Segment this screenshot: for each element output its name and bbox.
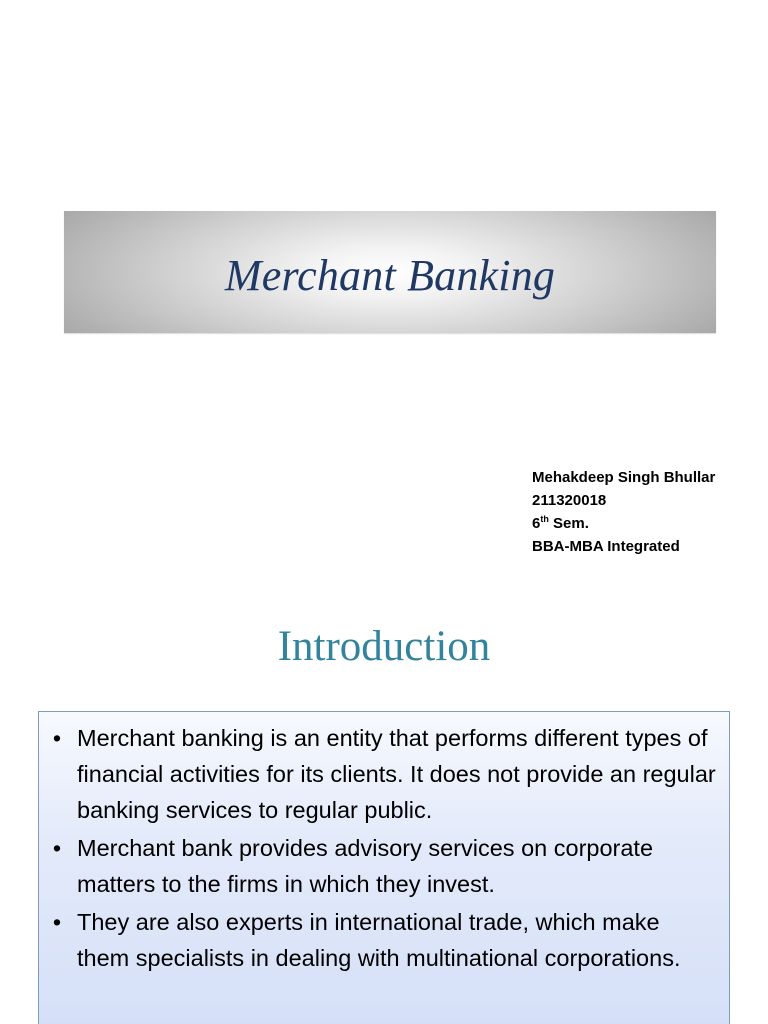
content-box: [38, 711, 730, 1024]
bullet-icon: •: [52, 725, 62, 751]
section-heading: Introduction: [277, 623, 491, 670]
list-item: [43, 830, 717, 902]
semester-number: 6: [532, 515, 541, 532]
list-item: [43, 904, 717, 976]
author-semester: [532, 512, 715, 535]
bullet-text: Merchant bank provides advisory services on corporate matters to the firms in which they invest.: [77, 835, 654, 897]
author-program: BBA-MBA Integrated: [532, 538, 680, 555]
title-banner: [64, 211, 716, 333]
bullet-text: They are also experts in international trade, which make them specialists in dealing with multinational corporations.: [77, 909, 681, 971]
semester-label: Sem.: [548, 515, 589, 532]
author-info: [532, 466, 715, 558]
bullet-list: [43, 720, 717, 976]
author-roll-number: 211320018: [532, 492, 607, 509]
bullet-text: Merchant banking is an entity that performs different types of financial activities for its clients. It does not provide an regular banking services to regular public.: [77, 725, 716, 823]
bullet-icon: •: [52, 909, 62, 935]
page-title: Merchant Banking: [224, 250, 556, 300]
bullet-icon: •: [52, 835, 62, 861]
author-name: Mehakdeep Singh Bhullar: [532, 469, 716, 486]
list-item: [43, 720, 717, 828]
semester-suffix: th: [540, 514, 549, 524]
